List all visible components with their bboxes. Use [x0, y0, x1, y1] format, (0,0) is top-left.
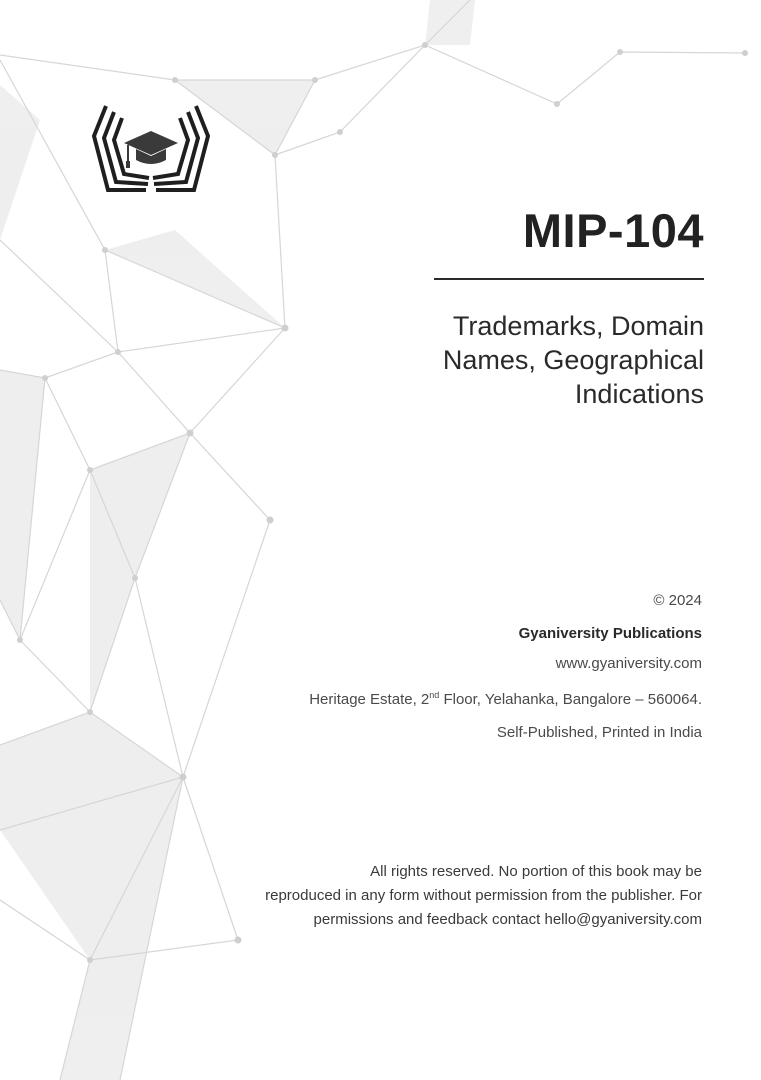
publisher-website: www.gyaniversity.com	[555, 655, 702, 672]
rights-line: reproduced in any form without permission from the publisher. For	[265, 887, 702, 904]
rights-notice	[132, 860, 702, 932]
book-subtitle	[324, 309, 704, 411]
address-ordinal: nd	[429, 690, 440, 700]
title-divider	[434, 278, 704, 280]
course-code: MIP-104	[522, 204, 704, 257]
printing-note: Self-Published, Printed in India	[496, 724, 702, 741]
publisher-address	[309, 690, 702, 708]
rights-line: permissions and feedback contact hello@gyaniversity.com	[313, 911, 702, 928]
copyright-notice: © 2024	[653, 592, 702, 609]
open-book-graduation-cap-icon	[86, 98, 216, 198]
subtitle-line: Names, Geographical	[442, 345, 704, 375]
subtitle-line: Trademarks, Domain	[452, 311, 704, 341]
rights-line: All rights reserved. No portion of this book may be	[370, 863, 702, 880]
subtitle-line: Indications	[574, 379, 704, 409]
address-part: Floor, Yelahanka, Bangalore – 560064.	[439, 691, 702, 708]
address-part: Heritage Estate, 2	[309, 691, 430, 708]
publisher-name: Gyaniversity Publications	[518, 625, 702, 642]
